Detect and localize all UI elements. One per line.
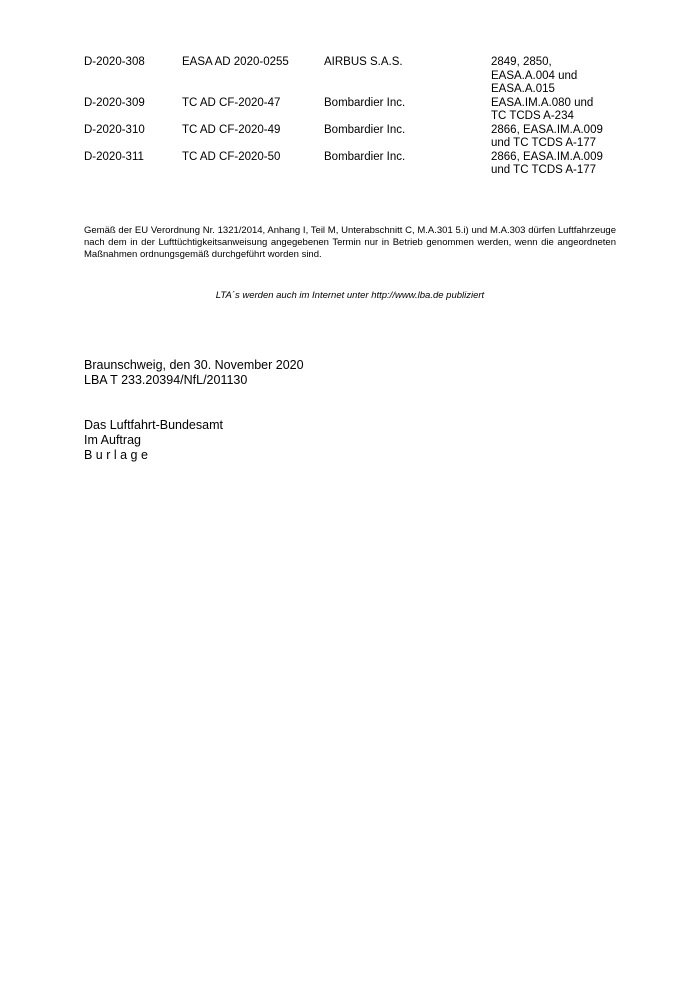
type-certificate-line: EASA.A.015 <box>491 83 555 95</box>
table-row <box>84 124 624 151</box>
authority-name: Das Luftfahrt-Bundesamt <box>84 418 223 432</box>
place-date: Braunschweig, den 30. November 2020 <box>84 358 304 372</box>
type-certificate-line: 2849, 2850, <box>491 56 552 68</box>
lta-number: D-2020-311 <box>84 150 144 163</box>
ad-reference: EASA AD 2020-0255 <box>182 56 289 68</box>
on-behalf-note: Im Auftrag <box>84 433 141 447</box>
legal-paragraph: Gemäß der EU Verordnung Nr. 1321/2014, Anhang I, Teil M, Unterabschnitt C, M.A.301 5.i) und M.A.303 dürfen Luftfahrzeuge nach dem in der Lufttüchtigkeitsanweisung angegebenen Termin nur in Betrieb genommen werden, wenn die angeordneten Maßnahmen ordnungsgemäß durchgeführt worden sind. <box>84 225 616 260</box>
table-row <box>84 97 624 124</box>
ad-reference: TC AD CF-2020-49 <box>182 123 281 136</box>
lta-number: D-2020-310 <box>84 123 145 136</box>
internet-publication-notice: LTA´s werden auch im Internet unter http://www.lba.de publiziert <box>215 290 485 301</box>
airworthiness-directive-table <box>84 56 624 178</box>
type-certificate-line: 2866, EASA.IM.A.009 <box>491 123 603 136</box>
type-certificate-line: EASA.A.004 und <box>491 69 578 82</box>
lta-number: D-2020-309 <box>84 96 145 109</box>
ad-reference: TC AD CF-2020-47 <box>182 96 281 109</box>
file-reference: LBA T 233.20394/NfL/201130 <box>84 373 248 387</box>
type-certificate-references <box>491 124 624 151</box>
type-certificate-holder: Bombardier Inc. <box>324 150 406 163</box>
lta-number: D-2020-308 <box>84 56 145 68</box>
place-and-date-block <box>84 358 304 388</box>
table-row <box>84 151 624 178</box>
type-certificate-references <box>491 56 624 97</box>
type-certificate-holder: Bombardier Inc. <box>324 96 406 109</box>
type-certificate-references <box>491 97 624 124</box>
table-row <box>84 56 624 97</box>
signature-block <box>84 418 223 463</box>
type-certificate-holder: Bombardier Inc. <box>324 123 406 136</box>
type-certificate-line: EASA.IM.A.080 und <box>491 96 594 109</box>
type-certificate-holder: AIRBUS S.A.S. <box>324 56 403 68</box>
type-certificate-line: TC TCDS A-234 <box>491 110 574 122</box>
signatory-name: B u r l a g e <box>84 448 148 462</box>
ad-reference: TC AD CF-2020-50 <box>182 150 281 163</box>
type-certificate-line: 2866, EASA.IM.A.009 <box>491 150 603 163</box>
type-certificate-line: und TC TCDS A-177 <box>491 137 597 149</box>
type-certificate-line: und TC TCDS A-177 <box>491 164 597 176</box>
type-certificate-references <box>491 151 624 178</box>
